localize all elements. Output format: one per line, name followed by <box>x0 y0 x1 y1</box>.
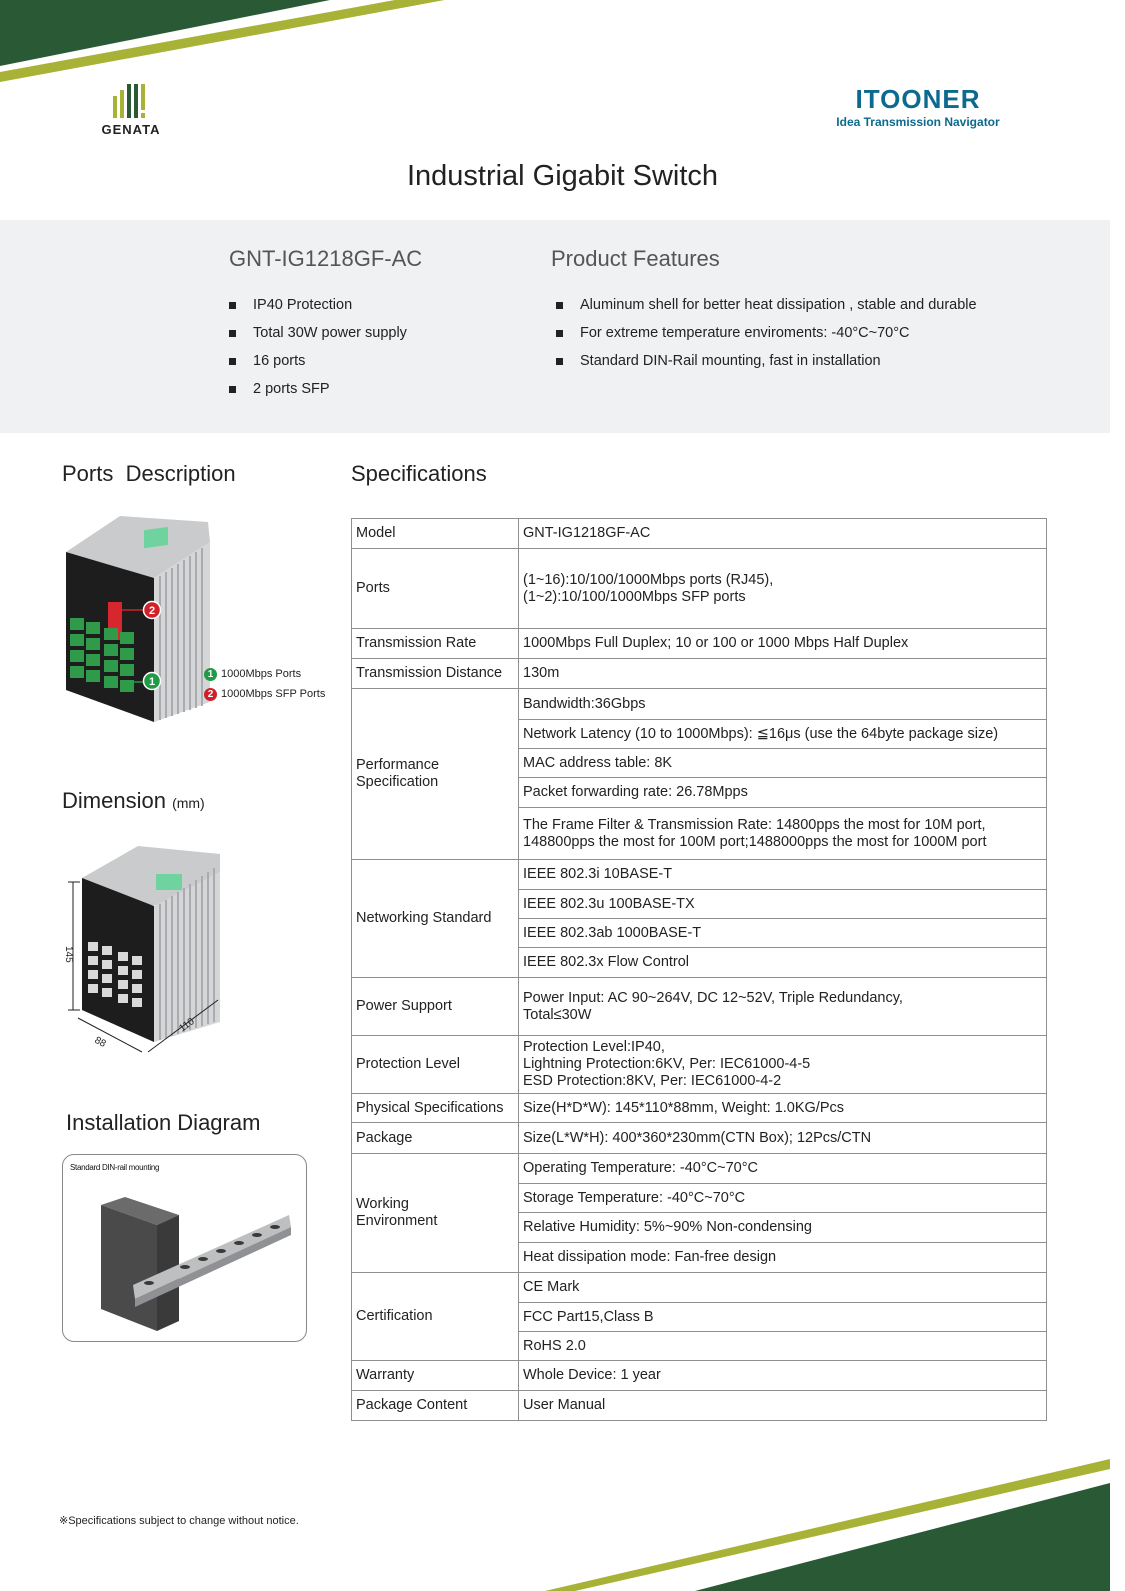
spec-value: IEEE 802.3ab 1000BASE-T <box>519 919 1047 948</box>
svg-text:1: 1 <box>148 676 156 688</box>
spec-value: Operating Temperature: -40°C~70°C <box>519 1154 1047 1184</box>
spec-value: IEEE 802.3i 10BASE-T <box>519 860 1047 890</box>
spec-value: IEEE 802.3x Flow Control <box>519 948 1047 978</box>
legend-item <box>204 684 325 704</box>
itooner-tagline: Idea Transmission Navigator <box>836 115 1000 129</box>
spec-row <box>352 549 1047 629</box>
spec-value: FCC Part15,Class B <box>519 1303 1047 1332</box>
genata-wordmark: GENATA <box>101 122 161 137</box>
spec-row <box>352 1036 1047 1094</box>
feature-item: Aluminum shell for better heat dissipation , stable and durable <box>556 291 977 319</box>
legend-number-badge: 1 <box>204 668 217 681</box>
feature-item: Standard DIN-Rail mounting, fast in installation <box>556 347 977 375</box>
svg-text:88: 88 <box>92 1034 108 1050</box>
spec-row <box>352 629 1047 659</box>
spec-key: Transmission Distance <box>352 659 519 689</box>
specifications-heading: Specifications <box>351 461 487 486</box>
bullet-square-icon <box>229 386 236 393</box>
spec-key: Working Environment <box>352 1154 519 1273</box>
spec-key: Power Support <box>352 978 519 1036</box>
spec-row <box>352 860 1047 890</box>
legend-label: 1000Mbps SFP Ports <box>221 688 326 700</box>
spec-key: Protection Level <box>352 1036 519 1094</box>
spec-value: 130m <box>519 659 1047 689</box>
spec-value: Size(L*W*H): 400*360*230mm(CTN Box); 12Pcs/CTN <box>519 1123 1047 1154</box>
features-list <box>556 291 977 375</box>
bullet-square-icon <box>229 302 236 309</box>
model-point: IP40 Protection <box>229 291 407 319</box>
dimension-heading: Dimension (mm) <box>62 788 205 813</box>
genata-logo <box>96 84 166 140</box>
footnote: ※Specifications subject to change without notice. <box>59 1515 299 1527</box>
spec-value: IEEE 802.3u 100BASE-TX <box>519 890 1047 919</box>
spec-value: MAC address table: 8K <box>519 749 1047 778</box>
dimension-drawing <box>58 842 238 1056</box>
model-point: Total 30W power supply <box>229 319 407 347</box>
spec-row <box>352 978 1047 1036</box>
itooner-wordmark: ITOONER <box>855 84 981 114</box>
din-rail-mount-image <box>63 1155 306 1341</box>
spec-value: Size(H*D*W): 145*110*88mm, Weight: 1.0KG/Pcs <box>519 1094 1047 1123</box>
spec-row <box>352 519 1047 549</box>
spec-key: Transmission Rate <box>352 629 519 659</box>
specifications-table <box>351 518 1047 1421</box>
spec-row <box>352 1154 1047 1184</box>
spec-key: Warranty <box>352 1361 519 1391</box>
spec-value: CE Mark <box>519 1273 1047 1303</box>
ports-heading: Ports Description <box>62 461 236 486</box>
bullet-square-icon <box>229 358 236 365</box>
spec-row <box>352 1391 1047 1421</box>
spec-value: 1000Mbps Full Duplex; 10 or 100 or 1000 Mbps Half Duplex <box>519 629 1047 659</box>
legend-number-badge: 2 <box>204 688 217 701</box>
spec-key: Physical Specifications <box>352 1094 519 1123</box>
spec-row <box>352 1123 1047 1154</box>
spec-key: Certification <box>352 1273 519 1361</box>
installation-diagram <box>62 1154 307 1342</box>
spec-value: The Frame Filter & Transmission Rate: 14800pps the most for 10M port, 148800pps the most for 100M port;1488000pps the most for 1000M port <box>519 808 1047 860</box>
spec-value: GNT-IG1218GF-AC <box>519 519 1047 549</box>
bullet-square-icon <box>556 358 563 365</box>
dimension-unit: (mm) <box>172 795 205 811</box>
legend-item <box>204 664 325 684</box>
spec-row <box>352 1094 1047 1123</box>
spec-value: Protection Level:IP40, Lightning Protection:6KV, Per: IEC61000-4-5 ESD Protection:8KV, Per: IEC61000-4-2 <box>519 1036 1047 1094</box>
bullet-square-icon <box>556 302 563 309</box>
installation-heading: Installation Diagram <box>66 1110 261 1135</box>
feature-item: For extreme temperature enviroments: -40°C~70°C <box>556 319 977 347</box>
bullet-square-icon <box>229 330 236 337</box>
svg-text:145: 145 <box>63 946 74 963</box>
spec-key: Performance Specification <box>352 689 519 860</box>
itooner-logo <box>823 84 1013 129</box>
spec-row <box>352 1361 1047 1391</box>
spec-value: Network Latency (10 to 1000Mbps): ≦16μs (use the 64byte package size) <box>519 720 1047 749</box>
model-points-list <box>229 291 407 403</box>
svg-text:2: 2 <box>148 605 156 617</box>
spec-value: Bandwidth:36Gbps <box>519 689 1047 720</box>
spec-row <box>352 659 1047 689</box>
spec-value: Heat dissipation mode: Fan-free design <box>519 1243 1047 1273</box>
spec-value: (1~16):10/100/1000Mbps ports (RJ45), (1~2):10/100/1000Mbps SFP ports <box>519 549 1047 629</box>
model-heading: GNT-IG1218GF-AC <box>229 246 423 271</box>
spec-value: Storage Temperature: -40°C~70°C <box>519 1184 1047 1213</box>
spec-value: Power Input: AC 90~264V, DC 12~52V, Triple Redundancy, Total≤30W <box>519 978 1047 1036</box>
spec-key: Networking Standard <box>352 860 519 978</box>
page-title: Industrial Gigabit Switch <box>406 160 719 192</box>
installation-caption: Standard DIN-rail mounting <box>70 1163 160 1172</box>
spec-value: Packet forwarding rate: 26.78Mpps <box>519 778 1047 808</box>
spec-value: User Manual <box>519 1391 1047 1421</box>
model-point: 2 ports SFP <box>229 375 407 403</box>
spec-key: Ports <box>352 549 519 629</box>
spec-key: Package <box>352 1123 519 1154</box>
spec-key: Package Content <box>352 1391 519 1421</box>
bullet-square-icon <box>556 330 563 337</box>
svg-text:110: 110 <box>177 1016 197 1035</box>
spec-row <box>352 689 1047 720</box>
spec-value: Whole Device: 1 year <box>519 1361 1047 1391</box>
spec-row <box>352 1273 1047 1303</box>
bottom-right-stripe-decoration <box>545 1445 1125 1591</box>
legend-label: 1000Mbps Ports <box>221 668 302 680</box>
features-heading: Product Features <box>551 246 720 271</box>
spec-value: Relative Humidity: 5%~90% Non-condensing <box>519 1213 1047 1243</box>
spec-key: Model <box>352 519 519 549</box>
ports-legend <box>204 664 325 704</box>
spec-value: RoHS 2.0 <box>519 1332 1047 1361</box>
model-point: 16 ports <box>229 347 407 375</box>
genata-bars-icon <box>112 84 152 118</box>
top-left-stripe-decoration <box>0 0 460 100</box>
